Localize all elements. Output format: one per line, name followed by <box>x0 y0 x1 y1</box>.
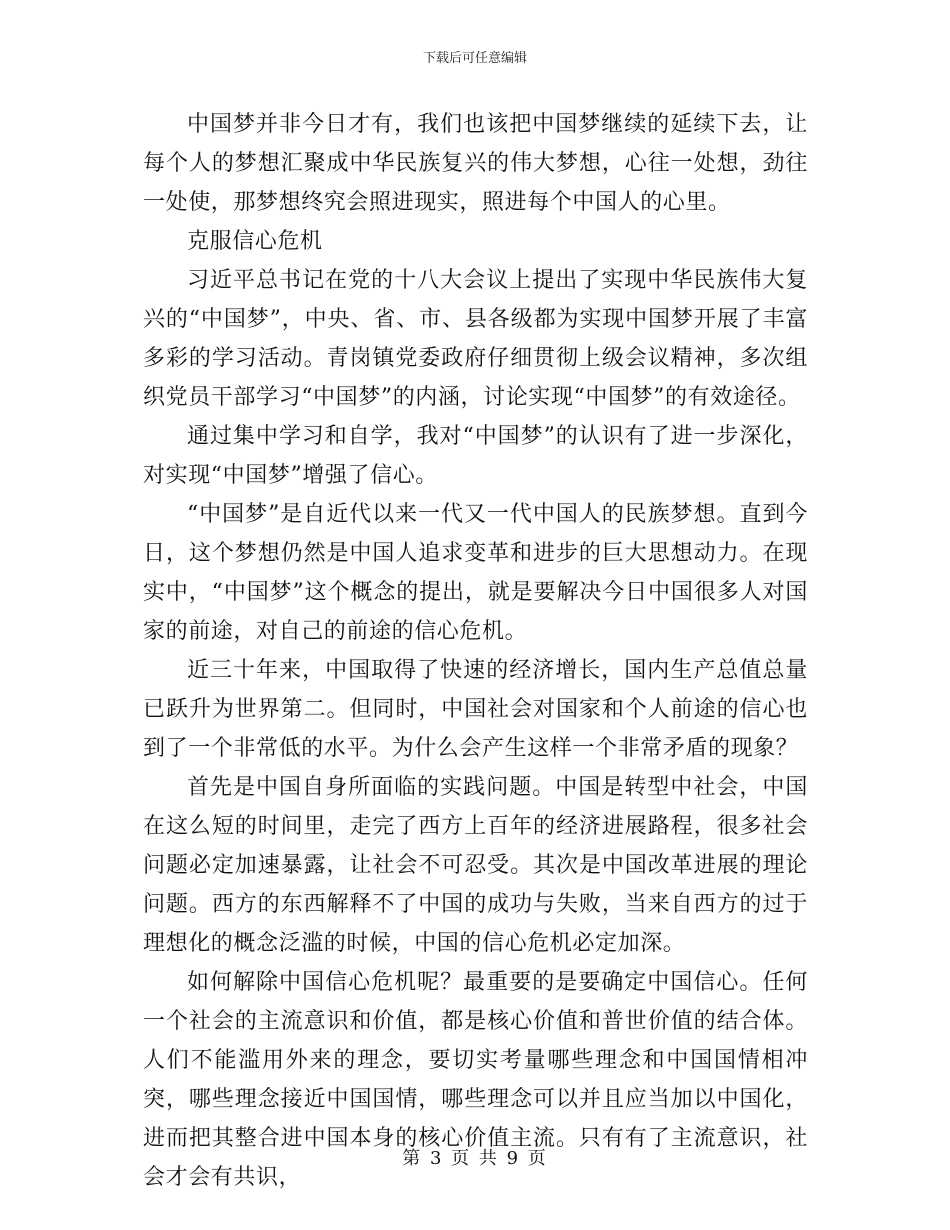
paragraph: 中国梦并非今日才有，我们也该把中国梦继续的延续下去，让每个人的梦想汇聚成中华民族复兴的伟大梦想，心往一处想，劲往一处使，那梦想终究会照进现实，照进每个中国人的心里。 <box>143 112 808 215</box>
paragraph: 通过集中学习和自学，我对“中国梦”的认识有了进一步深化，对实现“中国梦”增强了信心。 <box>143 424 808 488</box>
document-body <box>143 105 808 1197</box>
section-heading: 克服信心危机 <box>187 229 323 254</box>
paragraph: “中国梦”是自近代以来一代又一代中国人的民族梦想。直到今日，这个梦想仍然是中国人追求变革和进步的巨大思想动力。在现实中，“中国梦”这个概念的提出，就是要解决今日中国很多人对国家的前途，对自己的前途的信心危机。 <box>143 502 808 644</box>
page-number: 第 3 页 共 9 页 <box>402 1148 548 1169</box>
paragraph: 习近平总书记在党的十八大会议上提出了实现中华民族伟大复兴的“中国梦”，中央、省、市、县各级都为实现中国梦开展了丰富多彩的学习活动。青岗镇党委政府仔细贯彻上级会议精神，多次组织党员干部学习“中国梦”的内涵，讨论实现“中国梦”的有效途径。 <box>143 268 808 410</box>
paragraph: 如何解除中国信心危机呢？最重要的是要确定中国信心。任何一个社会的主流意识和价值，都是核心价值和普世价值的结合体。人们不能滥用外来的理念，要切实考量哪些理念和中国国情相冲突，哪些理念接近中国国情，哪些理念可以并且应当加以中国化，进而把其整合进中国本身的核心价值主流。只有有了主流意识，社会才会有共识， <box>143 970 808 1190</box>
page-header: 下载后可任意编辑 <box>422 51 527 66</box>
paragraph: 首先是中国自身所面临的实践问题。中国是转型中社会，中国在这么短的时间里，走完了西方上百年的经济进展路程，很多社会问题必定加速暴露，让社会不可忍受。其次是中国改革进展的理论问题。西方的东西解释不了中国的成功与失败，当来自西方的过于理想化的概念泛滥的时候，中国的信心危机必定加深。 <box>143 775 808 956</box>
paragraph: 近三十年来，中国取得了快速的经济增长，国内生产总值总量已跃升为世界第二。但同时，中国社会对国家和个人前途的信心也到了一个非常低的水平。为什么会产生这样一个非常矛盾的现象？ <box>143 658 808 761</box>
